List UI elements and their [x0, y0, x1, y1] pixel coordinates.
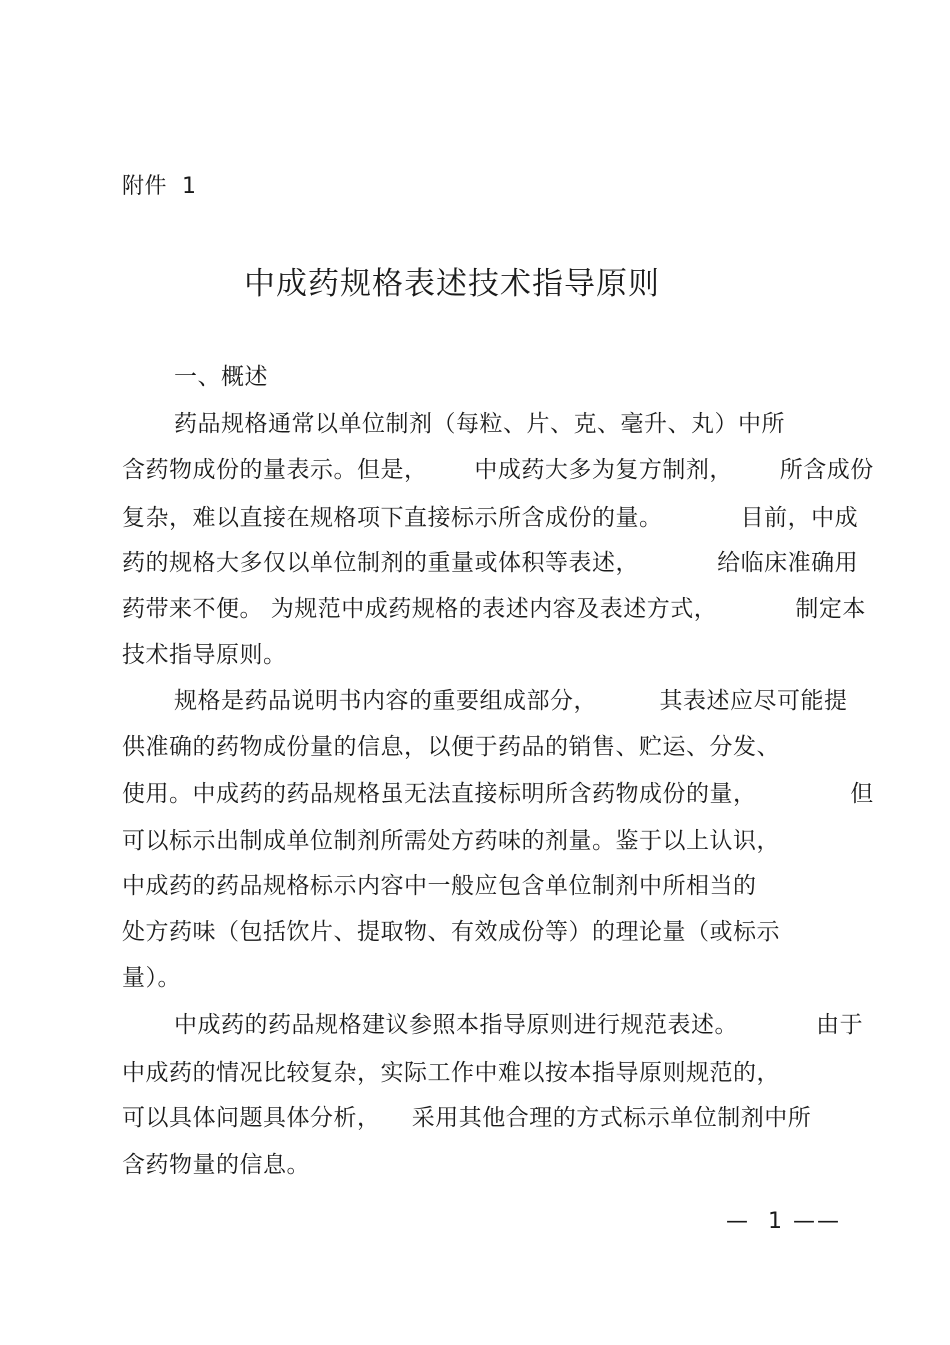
- text-line: 中成药的药品规格建议参照本指导原则进行规范表述。 由于: [174, 1012, 864, 1038]
- text-line: 含药物成份的量表示。但是， 中成药大多为复方制剂， 所含成份: [122, 457, 874, 483]
- text-line: 技术指导原则。: [122, 642, 287, 668]
- text-line: 供准确的药物成份量的信息，以便于药品的销售、贮运、分发、: [122, 734, 780, 760]
- text-line: 可以标示出制成单位制剂所需处方药味的剂量。鉴于以上认识，: [122, 828, 780, 854]
- text-line: 药品规格通常以单位制剂（每粒、片、克、毫升、丸）中所: [174, 411, 785, 437]
- attachment-label: 附件 1: [122, 174, 197, 199]
- document-title: 中成药规格表述技术指导原则: [244, 266, 660, 302]
- text-line: 处方药味（包括饮片、提取物、有效成份等）的理论量（或标示: [122, 919, 780, 945]
- text-line: 规格是药品说明书内容的重要组成部分， 其表述应尽可能提: [174, 688, 848, 714]
- text-line: 量）。: [122, 965, 181, 991]
- section-heading: 一、概述: [174, 364, 268, 390]
- text-line: 复杂，难以直接在规格项下直接标示所含成份的量。 目前，中成: [122, 505, 859, 531]
- text-line: 使用。中成药的药品规格虽无法直接标明所含药物成份的量， 但: [122, 781, 874, 807]
- text-line: 可以具体问题具体分析， 采用其他合理的方式标示单位制剂中所: [122, 1105, 812, 1131]
- text-line: 中成药的情况比较复杂，实际工作中难以按本指导原则规范的，: [122, 1060, 780, 1086]
- text-line: 中成药的药品规格标示内容中一般应包含单位制剂中所相当的: [122, 873, 757, 899]
- page-number: — 1 ——: [726, 1209, 841, 1234]
- text-line: 药的规格大多仅以单位制剂的重量或体积等表述， 给临床准确用: [122, 550, 859, 576]
- text-line: 含药物量的信息。: [122, 1152, 310, 1178]
- text-line: 药带来不便。 为规范中成药规格的表述内容及表述方式， 制定本: [122, 596, 866, 622]
